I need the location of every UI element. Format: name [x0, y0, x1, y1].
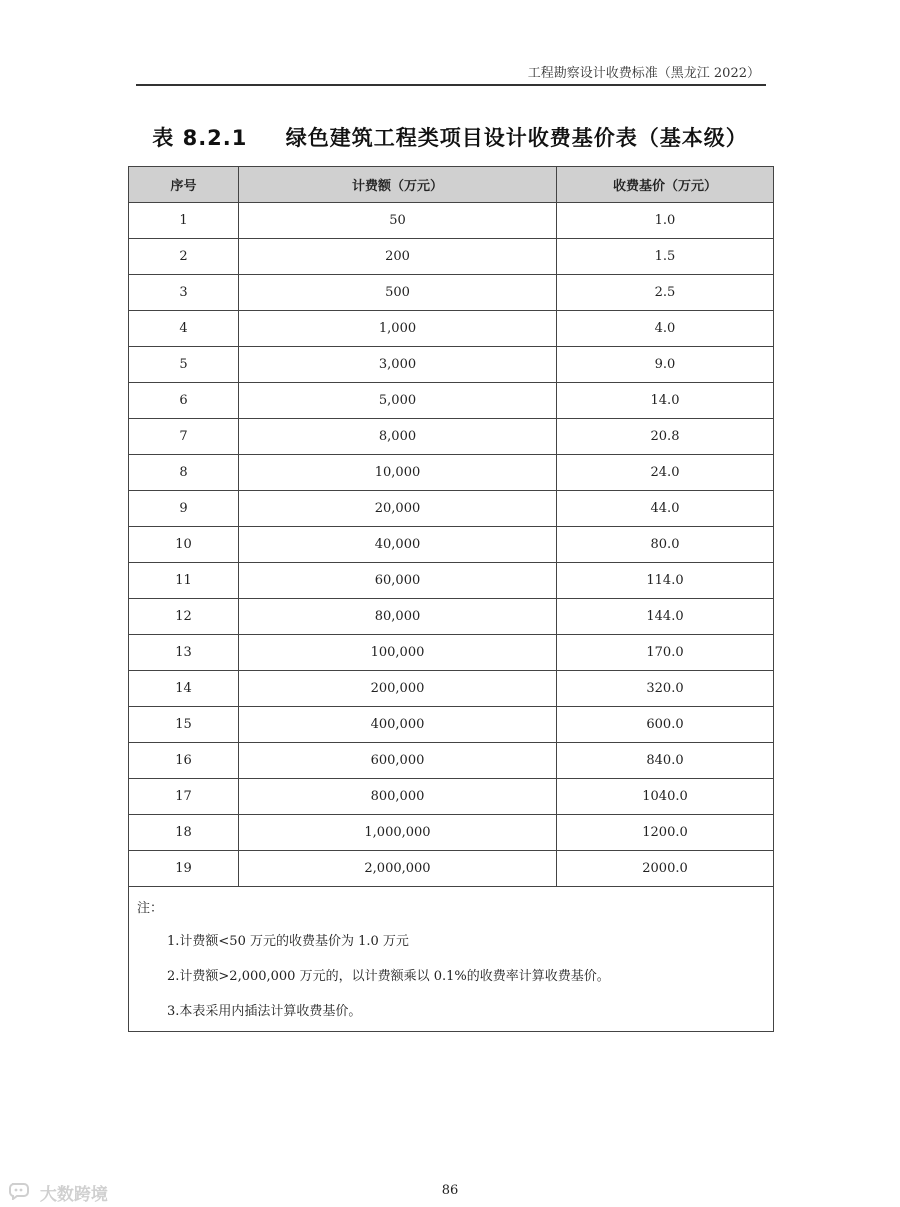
cell-index: 6 [129, 383, 239, 419]
cell-base-price: 1.0 [557, 203, 774, 239]
column-header-base-price: 收费基价（万元） [557, 167, 774, 203]
table-row [129, 635, 774, 671]
cell-base-price: 24.0 [557, 455, 774, 491]
table-row [129, 815, 774, 851]
table-row [129, 419, 774, 455]
table-row [129, 743, 774, 779]
table-row [129, 347, 774, 383]
cell-index: 7 [129, 419, 239, 455]
cell-index: 5 [129, 347, 239, 383]
column-header-index: 序号 [129, 167, 239, 203]
cell-fee-amount: 60,000 [239, 563, 557, 599]
header-rule [136, 84, 766, 86]
cell-base-price: 1.5 [557, 239, 774, 275]
cell-fee-amount: 3,000 [239, 347, 557, 383]
table-title [0, 122, 900, 152]
cell-fee-amount: 10,000 [239, 455, 557, 491]
cell-base-price: 44.0 [557, 491, 774, 527]
cell-base-price: 2.5 [557, 275, 774, 311]
note-item: 3.本表采用内插法计算收费基价。 [167, 1004, 362, 1019]
table-header-row [129, 167, 774, 203]
cell-fee-amount: 1,000,000 [239, 815, 557, 851]
cell-fee-amount: 200 [239, 239, 557, 275]
cell-index: 18 [129, 815, 239, 851]
watermark [8, 1180, 108, 1205]
notes-row [129, 887, 774, 1032]
table-row [129, 275, 774, 311]
table-row [129, 239, 774, 275]
cell-fee-amount: 100,000 [239, 635, 557, 671]
cell-index: 2 [129, 239, 239, 275]
table-row [129, 779, 774, 815]
cell-base-price: 114.0 [557, 563, 774, 599]
table-row [129, 527, 774, 563]
cell-base-price: 600.0 [557, 707, 774, 743]
cell-index: 3 [129, 275, 239, 311]
cell-base-price: 1040.0 [557, 779, 774, 815]
running-header: 工程勘察设计收费标准（黑龙江 2022） [527, 66, 760, 81]
cell-fee-amount: 50 [239, 203, 557, 239]
cell-index: 16 [129, 743, 239, 779]
cell-base-price: 4.0 [557, 311, 774, 347]
fee-table [128, 166, 774, 1032]
cell-base-price: 1200.0 [557, 815, 774, 851]
chat-bubble-logo-icon [8, 1182, 30, 1204]
cell-fee-amount: 5,000 [239, 383, 557, 419]
cell-index: 14 [129, 671, 239, 707]
table-row [129, 671, 774, 707]
cell-fee-amount: 2,000,000 [239, 851, 557, 887]
cell-fee-amount: 800,000 [239, 779, 557, 815]
notes-heading: 注： [137, 901, 164, 916]
cell-fee-amount: 600,000 [239, 743, 557, 779]
note-item: 2.计费额>2,000,000 万元的，以计费额乘以 0.1%的收费率计算收费基价。 [167, 969, 610, 984]
cell-base-price: 2000.0 [557, 851, 774, 887]
cell-index: 1 [129, 203, 239, 239]
table-row [129, 851, 774, 887]
table-row [129, 599, 774, 635]
cell-index: 8 [129, 455, 239, 491]
cell-index: 4 [129, 311, 239, 347]
table-row [129, 707, 774, 743]
cell-fee-amount: 80,000 [239, 599, 557, 635]
cell-fee-amount: 200,000 [239, 671, 557, 707]
cell-index: 17 [129, 779, 239, 815]
table-row [129, 383, 774, 419]
cell-base-price: 320.0 [557, 671, 774, 707]
watermark-text: 大数跨境 [39, 1185, 108, 1205]
cell-fee-amount: 20,000 [239, 491, 557, 527]
cell-index: 10 [129, 527, 239, 563]
table-row [129, 563, 774, 599]
notes-cell [129, 887, 774, 1032]
cell-base-price: 840.0 [557, 743, 774, 779]
note-item: 1.计费额<50 万元的收费基价为 1.0 万元 [167, 934, 409, 949]
cell-index: 15 [129, 707, 239, 743]
table-row [129, 455, 774, 491]
table-row [129, 491, 774, 527]
cell-fee-amount: 1,000 [239, 311, 557, 347]
cell-fee-amount: 40,000 [239, 527, 557, 563]
cell-base-price: 144.0 [557, 599, 774, 635]
table-row [129, 311, 774, 347]
table-row [129, 203, 774, 239]
cell-index: 11 [129, 563, 239, 599]
table-number: 表 8.2.1 [152, 126, 248, 150]
cell-base-price: 9.0 [557, 347, 774, 383]
column-header-fee-amount: 计费额（万元） [239, 167, 557, 203]
cell-base-price: 80.0 [557, 527, 774, 563]
cell-index: 19 [129, 851, 239, 887]
cell-index: 9 [129, 491, 239, 527]
cell-index: 12 [129, 599, 239, 635]
cell-base-price: 20.8 [557, 419, 774, 455]
cell-fee-amount: 8,000 [239, 419, 557, 455]
table-body [129, 203, 774, 887]
cell-base-price: 170.0 [557, 635, 774, 671]
cell-fee-amount: 400,000 [239, 707, 557, 743]
table-title-text: 绿色建筑工程类项目设计收费基价表（基本级） [285, 126, 748, 150]
page-number: 86 [441, 1183, 459, 1198]
cell-fee-amount: 500 [239, 275, 557, 311]
cell-index: 13 [129, 635, 239, 671]
cell-base-price: 14.0 [557, 383, 774, 419]
